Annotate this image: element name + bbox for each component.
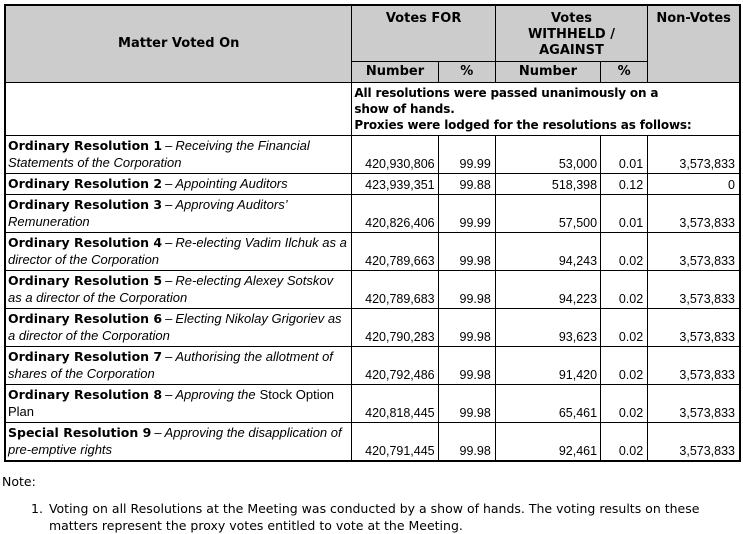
header-votes-withheld-against — [495, 5, 647, 62]
resolution-label: Ordinary Resolution 3 — [8, 197, 163, 212]
resolution-label: Ordinary Resolution 7 — [8, 349, 163, 364]
votes-for-number: 420,789,683 — [352, 271, 438, 309]
votes-withheld-percent: 0.02 — [601, 309, 648, 347]
resolution-matter — [5, 271, 352, 309]
table-row-resolution-5 — [5, 271, 740, 309]
table-row-resolution-1 — [5, 136, 740, 174]
table-row-resolution-4 — [5, 233, 740, 271]
resolution-label: Ordinary Resolution 5 — [8, 273, 163, 288]
non-votes-value: 3,573,833 — [648, 195, 740, 233]
banner-line-1: All resolutions were passed unanimously on a — [354, 86, 659, 100]
banner-line-2: show of hands. — [354, 102, 455, 116]
table-row-resolution-6 — [5, 309, 740, 347]
non-votes-value: 3,573,833 — [648, 233, 740, 271]
resolution-description-italic: Authorising the allotment of shares of the Corporation — [8, 349, 333, 381]
resolution-label: Ordinary Resolution 4 — [8, 235, 163, 250]
dash-separator: – — [165, 197, 173, 212]
votes-for-percent: 99.88 — [438, 174, 495, 195]
votes-for-percent: 99.98 — [438, 271, 495, 309]
votes-for-number: 420,789,663 — [352, 233, 438, 271]
banner-empty-cell — [5, 83, 352, 136]
header-for-percent: % — [438, 62, 495, 83]
votes-withheld-number: 57,500 — [495, 195, 600, 233]
header-withheld-percent: % — [601, 62, 648, 83]
votes-withheld-percent: 0.02 — [601, 233, 648, 271]
votes-withheld-number: 518,398 — [495, 174, 600, 195]
resolution-label: Special Resolution 9 — [8, 425, 152, 440]
resolution-description-italic: Receiving the Financial Statements of the Corporation — [8, 138, 310, 170]
resolution-description-italic: Electing Nikolay Grigoriev as a director of the Corporation — [8, 311, 342, 343]
table-row-resolution-7 — [5, 347, 740, 385]
banner-line-3: Proxies were lodged for the resolutions as follows: — [354, 118, 692, 132]
header-votes-withheld-line3: AGAINST — [539, 43, 604, 58]
dash-separator: – — [165, 273, 173, 288]
header-votes-withheld-line1: Votes — [550, 11, 593, 26]
table-row-resolution-8 — [5, 385, 740, 423]
header-matter-voted-on: Matter Voted On — [5, 5, 352, 83]
non-votes-value: 3,573,833 — [648, 423, 740, 462]
resolution-description-regular: Stock Option Plan — [8, 387, 335, 419]
votes-withheld-percent: 0.02 — [601, 347, 648, 385]
resolution-description-italic: Appointing Auditors — [175, 176, 288, 191]
note-item-text: Voting on all Resolutions at the Meeting was conducted by a show of hands. The voting results on these matters represent the proxy votes entitled to vote at the Meeting. — [48, 501, 700, 533]
header-votes-withheld-line2: WITHHELD / — [527, 27, 616, 42]
votes-for-percent: 99.98 — [438, 309, 495, 347]
header-for-number: Number — [352, 62, 438, 83]
votes-for-percent: 99.99 — [438, 195, 495, 233]
votes-withheld-number: 53,000 — [495, 136, 600, 174]
resolution-description-italic: Approving the disapplication of pre-emptive rights — [8, 425, 342, 457]
banner-row — [5, 83, 740, 136]
non-votes-value: 3,573,833 — [648, 136, 740, 174]
votes-withheld-number: 94,223 — [495, 271, 600, 309]
votes-for-number: 420,818,445 — [352, 385, 438, 423]
resolution-description-italic: Re-electing Alexey Sotskov as a director of the Corporation — [8, 273, 334, 305]
resolution-description-italic: Approving the — [175, 387, 256, 402]
non-votes-value: 3,573,833 — [648, 347, 740, 385]
votes-for-percent: 99.98 — [438, 385, 495, 423]
voting-results-page — [0, 4, 743, 533]
votes-withheld-percent: 0.02 — [601, 385, 648, 423]
table-row-resolution-9 — [5, 423, 740, 462]
votes-withheld-percent: 0.01 — [601, 136, 648, 174]
votes-for-percent: 99.99 — [438, 136, 495, 174]
dash-separator: – — [154, 425, 162, 440]
votes-for-number: 423,939,351 — [352, 174, 438, 195]
votes-for-number: 420,791,445 — [352, 423, 438, 462]
votes-for-number: 420,930,806 — [352, 136, 438, 174]
votes-withheld-percent: 0.02 — [601, 271, 648, 309]
header-withheld-number: Number — [495, 62, 600, 83]
resolution-matter — [5, 136, 352, 174]
votes-withheld-number: 91,420 — [495, 347, 600, 385]
votes-withheld-number: 93,623 — [495, 309, 600, 347]
dash-separator: – — [165, 387, 173, 402]
votes-for-percent: 99.98 — [438, 423, 495, 462]
non-votes-value: 0 — [648, 174, 740, 195]
non-votes-value: 3,573,833 — [648, 271, 740, 309]
note-title: Note: — [2, 474, 36, 489]
votes-for-percent: 99.98 — [438, 347, 495, 385]
resolution-matter — [5, 423, 352, 462]
header-votes-for: Votes FOR — [352, 5, 495, 62]
resolution-label: Ordinary Resolution 6 — [8, 311, 163, 326]
votes-for-number: 420,792,486 — [352, 347, 438, 385]
non-votes-value: 3,573,833 — [648, 309, 740, 347]
banner-statement — [352, 83, 740, 136]
resolution-matter — [5, 195, 352, 233]
votes-for-number: 420,790,283 — [352, 309, 438, 347]
votes-withheld-percent: 0.12 — [601, 174, 648, 195]
resolution-label: Ordinary Resolution 1 — [8, 138, 163, 153]
resolution-matter — [5, 233, 352, 271]
votes-withheld-number: 65,461 — [495, 385, 600, 423]
header-row-groups — [5, 5, 740, 62]
votes-withheld-number: 92,461 — [495, 423, 600, 462]
header-non-votes: Non-Votes — [648, 5, 740, 83]
votes-withheld-number: 94,243 — [495, 233, 600, 271]
votes-withheld-percent: 0.01 — [601, 195, 648, 233]
dash-separator: – — [165, 138, 173, 153]
resolution-matter — [5, 174, 352, 195]
resolution-description-italic: Approving Auditors’ Remuneration — [8, 197, 287, 229]
dash-separator: – — [165, 176, 173, 191]
votes-withheld-percent: 0.02 — [601, 423, 648, 462]
resolution-matter — [5, 347, 352, 385]
resolution-matter — [5, 309, 352, 347]
dash-separator: – — [165, 311, 173, 326]
dash-separator: – — [165, 235, 173, 250]
votes-for-number: 420,826,406 — [352, 195, 438, 233]
voting-results-table — [4, 4, 741, 462]
votes-for-percent: 99.98 — [438, 233, 495, 271]
note-section — [2, 473, 743, 534]
resolution-label: Ordinary Resolution 8 — [8, 387, 163, 402]
table-row-resolution-2 — [5, 174, 740, 195]
resolution-label: Ordinary Resolution 2 — [8, 176, 163, 191]
resolution-matter — [5, 385, 352, 423]
resolution-description-italic: Re-electing Vadim Ilchuk as a director of the Corporation — [8, 235, 347, 267]
non-votes-value: 3,573,833 — [648, 385, 740, 423]
table-row-resolution-3 — [5, 195, 740, 233]
dash-separator: – — [165, 349, 173, 364]
note-list-item — [2, 500, 743, 534]
note-item-marker: 1. — [31, 501, 43, 516]
